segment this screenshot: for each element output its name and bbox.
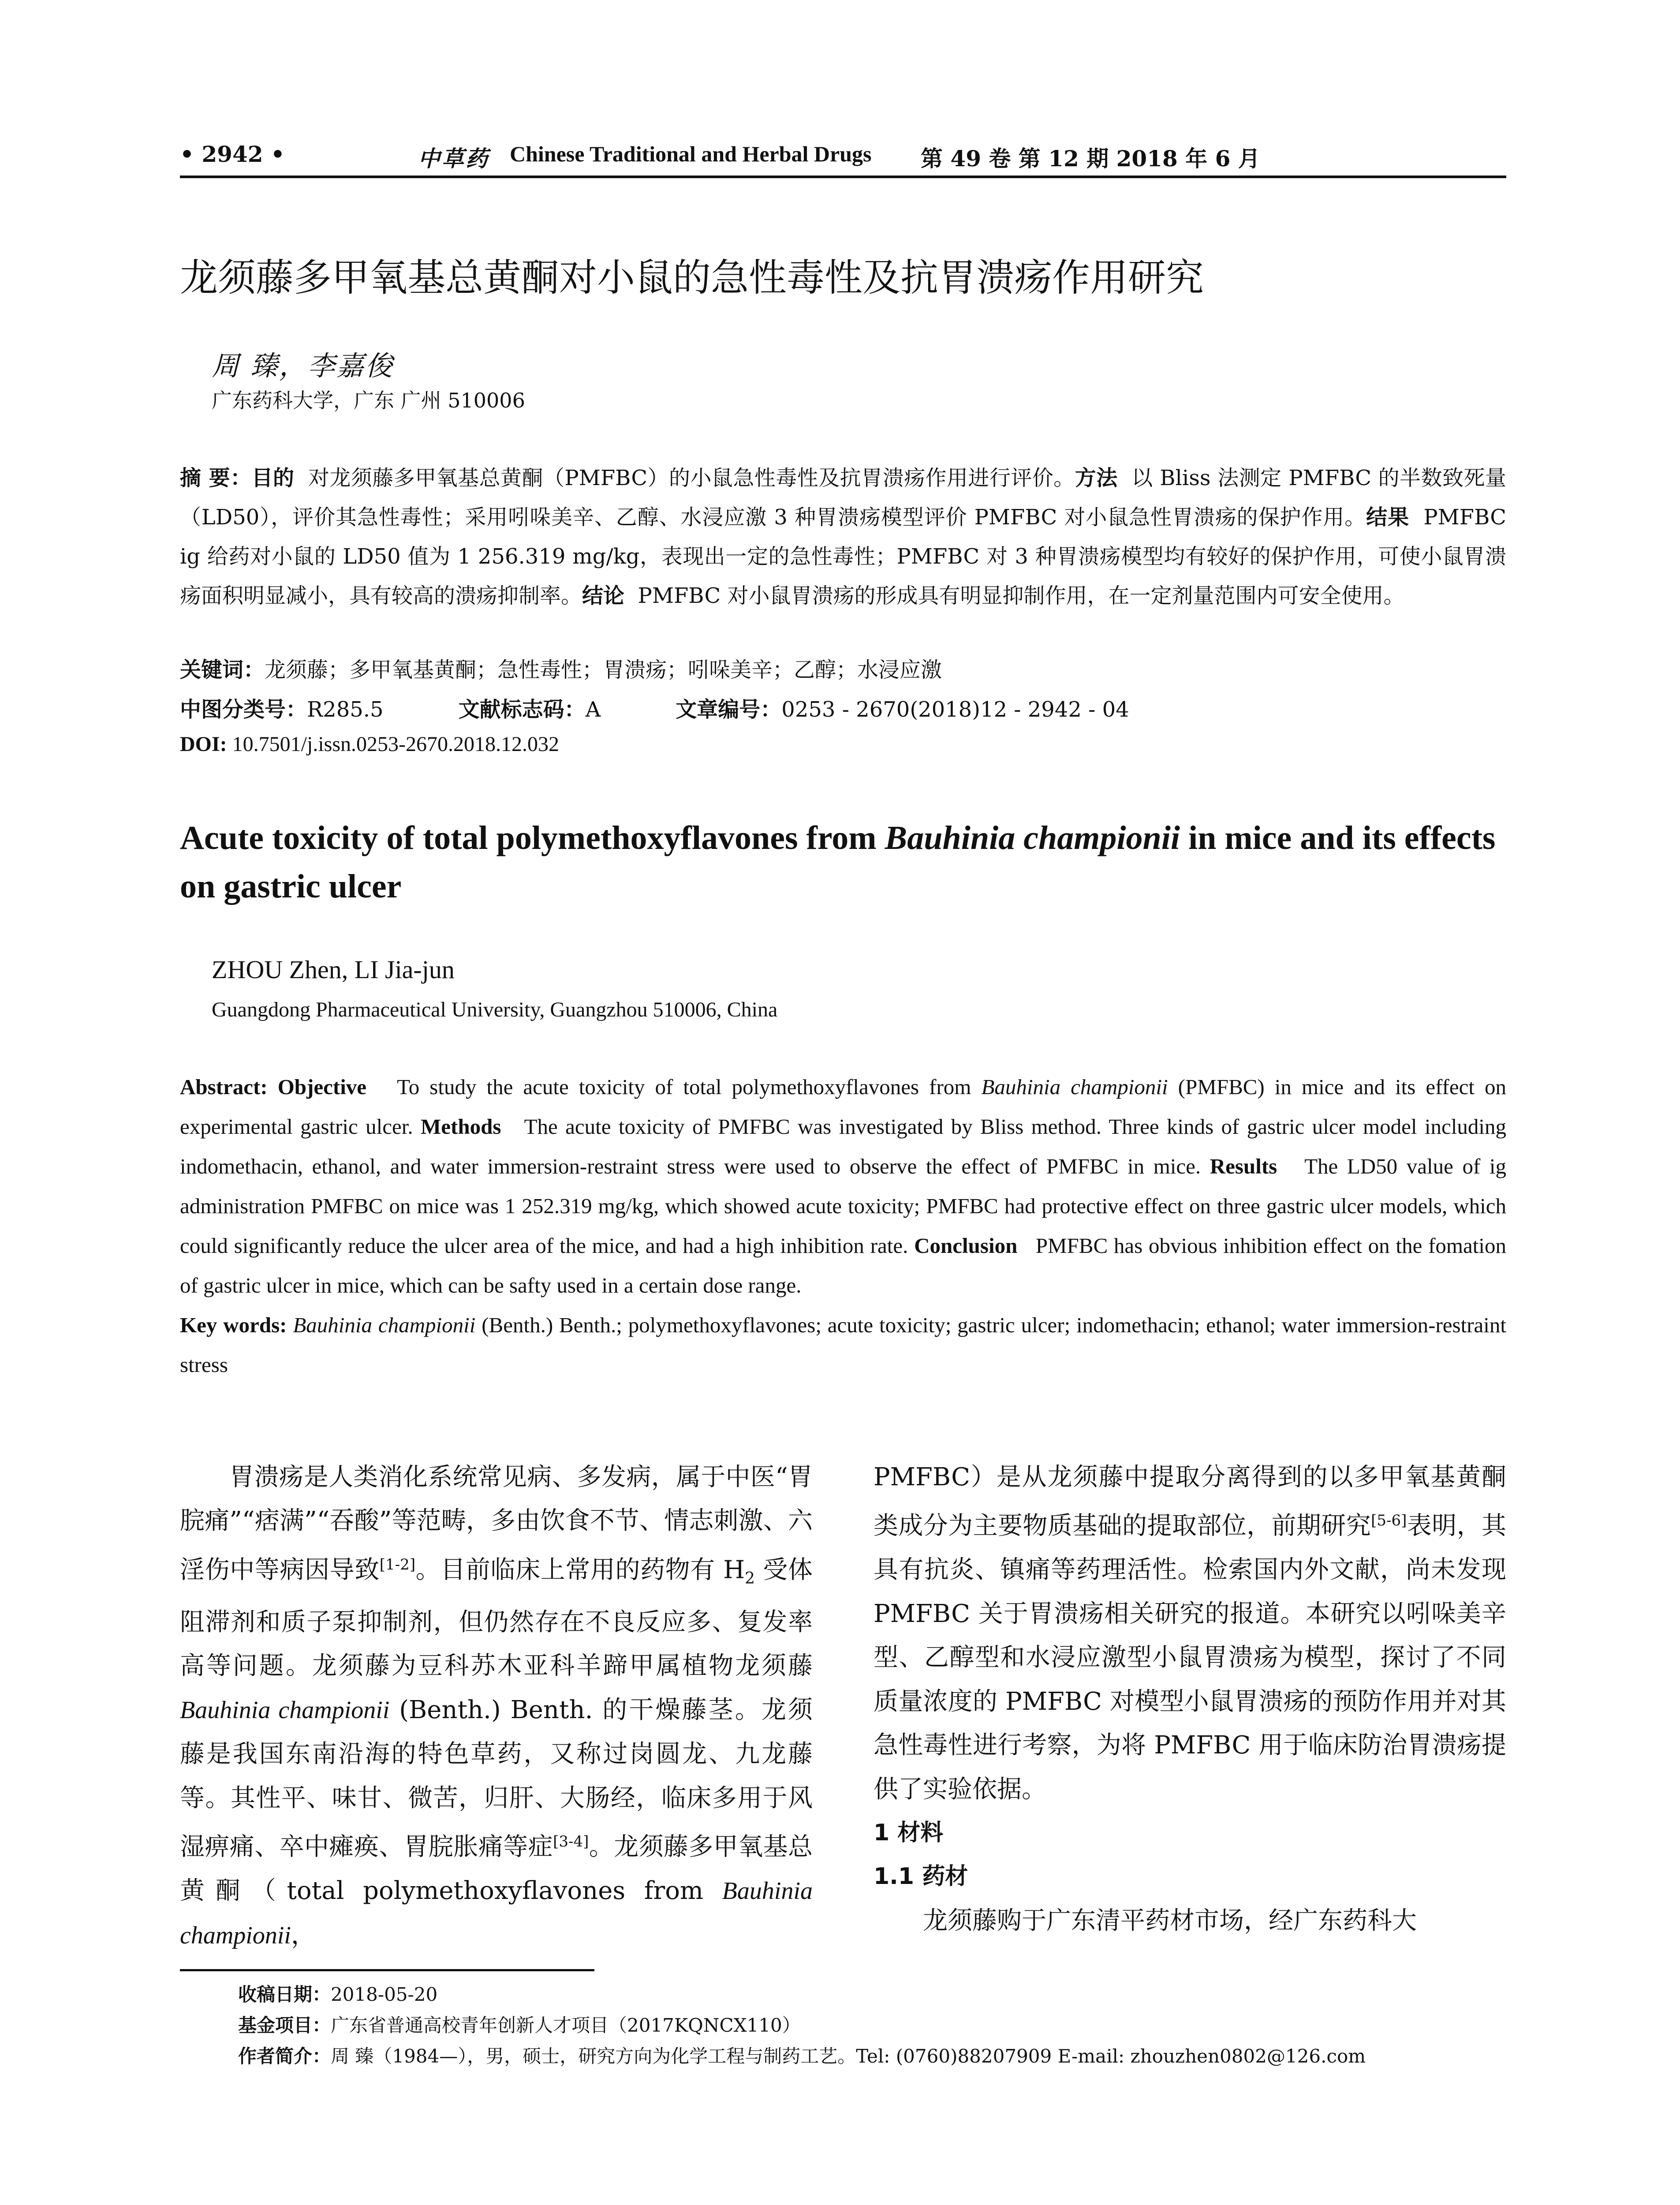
page-number: • 2942 • [180, 141, 285, 167]
section-heading: 1 材料 [874, 1819, 944, 1846]
citation: [5-6] [1371, 1512, 1407, 1530]
journal-volume: 第 49 卷 第 12 期 2018 年 6 月 [921, 146, 1260, 172]
footnote-received [238, 1980, 437, 2007]
english-title-part: in mice and its effects on gastric ulcer [180, 819, 1496, 905]
body-text: 。龙须藤多甲氧基总黄酮（total polymethoxyflavones from [180, 1832, 813, 1906]
en-conclusion-text: PMFBC has obvious inhibition effect on the fomation of gastric ulcer in mice, which can be safty used in a certain dose range. [180, 1233, 1507, 1297]
en-keywords-text: (Benth.) Benth.; polymethoxyflavones; acute toxicity; gastric ulcer; indomethacin; ethanol; water immersion-restraint stress [180, 1313, 1507, 1377]
english-abstract [180, 1067, 1506, 1385]
en-keywords-species: Bauhinia championii [293, 1313, 476, 1337]
english-title [180, 814, 1506, 911]
body-text: 表明，其具有抗炎、镇痛等药理活性。检索国内外文献，尚未发现 PMFBC 关于胃溃疡相关研究的报道。本研究以吲哚美辛型、乙醇型和水浸应激型小鼠胃溃疡为模型，探讨了不同质量浓度的 PMFBC 对模型小鼠胃溃疡的预防作用并对其急性毒性进行考察，为将 PMFBC 用于临床防治胃溃疡提供了实验依据。 [874, 1512, 1507, 1804]
body-text: (Benth.) Benth. 的干燥藤茎。龙须藤是我国东南沿海的特色草药，又称过岗圆龙、九龙藤等。其性平、味甘、微苦，归肝、大肠经，临床多用于风湿痹痛、卒中瘫痪、胃脘胀痛等症 [180, 1695, 813, 1861]
body-text: 受体阻滞剂和质子泵抑制剂，但仍然存在不良反应多、复发率高等问题。龙须藤为豆科苏木亚科羊蹄甲属植物龙须藤 [180, 1555, 813, 1681]
body-text: ， [291, 1921, 316, 1950]
footnote-fund [238, 2011, 801, 2037]
species-name: Bauhinia championii [180, 1877, 813, 1949]
citation: [3-4] [553, 1833, 589, 1851]
footnote-label: 基金项目： [238, 2014, 331, 2036]
body-column-right [874, 1455, 1506, 1943]
subsection-heading: 1.1 药材 [874, 1863, 968, 1890]
conclusion-text: PMFBC 对小鼠胃溃疡的形成具有明显抑制作用，在一定剂量范围内可安全使用。 [638, 583, 1405, 608]
en-results-text: The LD50 value of ig administration PMFBC on mice was 1 252.319 mg/kg, which showed acute toxicity; PMFBC had protective effect on three gastric ulcer models, which could significantly reduce the ulcer area of the mice, and had a high inhibition rate. [180, 1154, 1507, 1258]
citation: [1-2] [379, 1555, 416, 1573]
clc-value: R285.5 [307, 697, 384, 722]
en-species-name: Bauhinia championii [981, 1075, 1168, 1099]
english-title-part: Acute toxicity of total polymethoxyflavones from [180, 819, 885, 856]
footnote-text: 广东省普通高校青年创新人才项目（2017KQNCX110） [331, 2014, 801, 2036]
keywords-text: 龙须藤；多甲氧基黄酮；急性毒性；胃溃疡；吲哚美辛；乙醇；水浸应激 [265, 658, 942, 682]
en-objective-text: (PMFBC) in mice and its effect on experimental gastric ulcer. [180, 1075, 1507, 1139]
en-abstract-label: Abstract: Objective [180, 1075, 367, 1099]
english-authors: ZHOU Zhen, LI Jia-jun [212, 955, 455, 984]
doccode-value: A [585, 697, 601, 722]
body-paragraph [180, 1455, 813, 1958]
en-conclusion-label: Conclusion [914, 1233, 1018, 1258]
classification-line [180, 692, 1129, 723]
abstract-label: 摘 要： [180, 466, 252, 490]
article-number-label: 文章编号： [676, 697, 782, 722]
body-column-left [180, 1455, 813, 1958]
footnote-author [238, 2042, 1366, 2068]
objective-label: 目的 [251, 466, 295, 490]
clc-label: 中图分类号： [180, 697, 307, 722]
conclusion-label: 结论 [582, 583, 625, 608]
footnote-text: 周 臻（1984—），男，硕士，研究方向为化学工程与制药工艺。Tel: (0760)88207909 E-mail: zhouzhen0802@126.com [331, 2045, 1366, 2067]
doi-line [180, 732, 559, 756]
chinese-authors: 周 臻，李嘉俊 [212, 350, 394, 382]
footnote-label: 收稿日期： [238, 1984, 331, 2005]
en-keywords-label: Key words: [180, 1313, 287, 1337]
methods-text: 以 Bliss 法测定 PMFBC 的半数致死量（LD50），评价其急性毒性；采用吲哚美辛、乙醇、水浸应激 3 种胃溃疡模型评价 PMFBC 对小鼠急性胃溃疡的保护作用。 [180, 466, 1506, 530]
chinese-title: 龙须藤多甲氧基总黄酮对小鼠的急性毒性及抗胃溃疡作用研究 [180, 256, 1204, 300]
chinese-abstract [180, 459, 1506, 616]
en-methods-text: The acute toxicity of PMFBC was investigated by Bliss method. Three kinds of gastric ulcer model including indomethacin, ethanol, and water immersion-restraint stress were used to observe the effect of PMFBC in mice. [180, 1114, 1507, 1178]
body-text: PMFBC）是从龙须藤中提取分离得到的以多甲氧基黄酮类成分为主要物质基础的提取部位，前期研究 [874, 1463, 1506, 1541]
body-text: 胃溃疡是人类消化系统常见病、多发病，属于中医“胃脘痛”“痞满”“吞酸”等范畴，多由饮食不节、情志刺激、六淫伤中等病因导致 [180, 1463, 813, 1585]
en-objective-text: To study the acute toxicity of total polymethoxyflavones from [397, 1075, 982, 1099]
chinese-keywords [180, 653, 942, 683]
keywords-label: 关键词： [180, 658, 265, 682]
doi-label: DOI: [180, 733, 227, 756]
results-text: PMFBC ig 给药对小鼠的 LD50 值为 1 256.319 mg/kg，表现出一定的急性毒性；PMFBC 对 3 种胃溃疡模型均有较好的保护作用，可使小鼠胃溃疡面积明显减小，具有较高的溃疡抑制率。 [180, 505, 1506, 608]
journal-name-cn: 中草药 [418, 146, 489, 172]
doccode-label: 文献标志码： [458, 697, 586, 722]
footnote-divider [180, 1969, 594, 1971]
article-number-value: 0253 - 2670(2018)12 - 2942 - 04 [781, 697, 1129, 722]
en-methods-label: Methods [421, 1114, 501, 1139]
body-text: 。目前临床上常用的药物有 H [415, 1555, 745, 1585]
english-title-species: Bauhinia championii [885, 819, 1180, 856]
footnote-text: 2018-05-20 [331, 1984, 438, 2005]
methods-label: 方法 [1075, 466, 1118, 490]
species-name: Bauhinia championii [180, 1696, 390, 1724]
results-label: 结果 [1366, 505, 1409, 530]
running-header [180, 140, 1506, 178]
objective-text: 对龙须藤多甲氧基总黄酮（PMFBC）的小鼠急性毒性及抗胃溃疡作用进行评价。 [308, 466, 1075, 490]
chinese-affiliation: 广东药科大学，广东 广州 510006 [212, 389, 525, 412]
footnote-label: 作者简介： [238, 2045, 331, 2067]
body-paragraph [874, 1455, 1506, 1811]
body-paragraph: 龙须藤购于广东清平药材市场，经广东药科大 [923, 1906, 1417, 1935]
en-results-label: Results [1210, 1154, 1277, 1178]
subscript: 2 [745, 1569, 755, 1588]
doi-value: 10.7501/j.issn.0253-2670.2018.12.032 [232, 733, 560, 756]
journal-name-en: Chinese Traditional and Herbal Drugs [510, 142, 872, 166]
english-affiliation: Guangdong Pharmaceutical University, Guangzhou 510006, China [212, 998, 778, 1021]
